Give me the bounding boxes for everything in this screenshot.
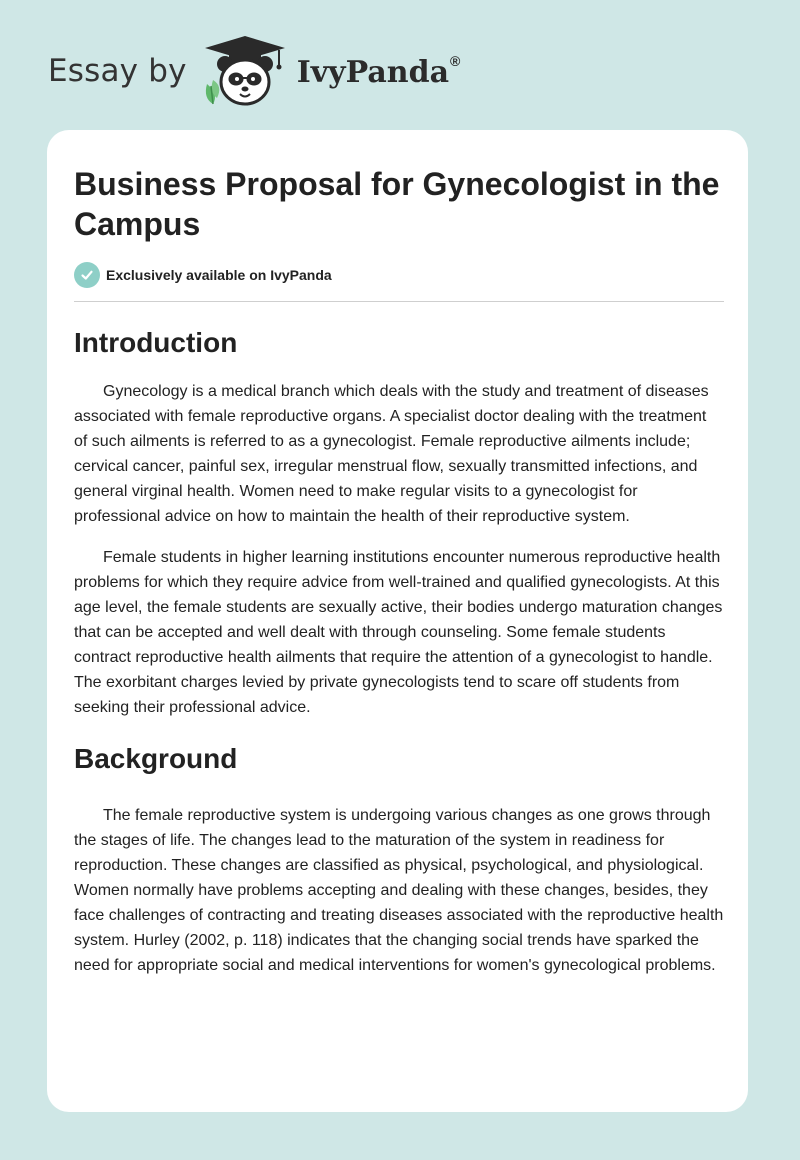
- essay-by-label: Essay by: [48, 53, 187, 89]
- ivypanda-logo[interactable]: [201, 34, 461, 108]
- intro-paragraph-1: Gynecology is a medical branch which deals with the study and treatment of diseases associated with female reproductive organs. A specialist doctor dealing with the treatment of such ailments is referred to as a gynecologist. Female reproductive ailments include; cervical cancer, painful sex, irregular menstrual flow, sexually transmitted infections, and general virginal health. Women need to make regular visits to a gynecologist for professional advice on how to maintain the health of their reproductive system.: [74, 383, 709, 525]
- background-paragraph-1: The female reproductive system is undergoing various changes as one grows through the stages of life. The changes lead to the maturation of the system in readiness for reproduction. These changes are classified as physical, psychological, and physiological. Women normally have problems accepting and dealing with these changes, besides, they face challenges of contracting and treating diseases associated with the reproductive health system. Hurley (2002, p. 118) indicates that the changing social trends have sparked the need for appropriate social and medical interventions for women's gynecological problems.: [74, 807, 724, 974]
- registered-mark: ®: [450, 52, 461, 69]
- essay-card: [47, 130, 748, 1112]
- checkmark-icon: [74, 262, 100, 288]
- section-heading-background: Background: [74, 743, 238, 774]
- brand-text: IvyPanda: [296, 54, 450, 90]
- site-header: [48, 34, 460, 108]
- essay-title: Business Proposal for Gynecologist in the Campus: [74, 166, 720, 242]
- intro-paragraph-2: Female students in higher learning institutions encounter numerous reproductive health problems for which they require advice from well-trained and qualified gynecologists. At this age level, the female students are sexually active, their bodies undergo maturation changes that can be accepted and well dealt with through counseling. Some female students contract reproductive health ailments that require the attention of a gynecologist to handle. The exorbitant charges levied by private gynecologists tend to scare off students from seeking their professional advice.: [74, 549, 723, 716]
- exclusive-badge-label: Exclusively available on IvyPanda: [106, 267, 332, 283]
- essay-content: [74, 164, 724, 978]
- section-heading-introduction: Introduction: [74, 327, 238, 358]
- brand-name: [297, 53, 461, 90]
- graduation-panda-logo-icon: [201, 34, 293, 108]
- exclusive-badge: [74, 262, 724, 288]
- title-divider: [74, 301, 724, 302]
